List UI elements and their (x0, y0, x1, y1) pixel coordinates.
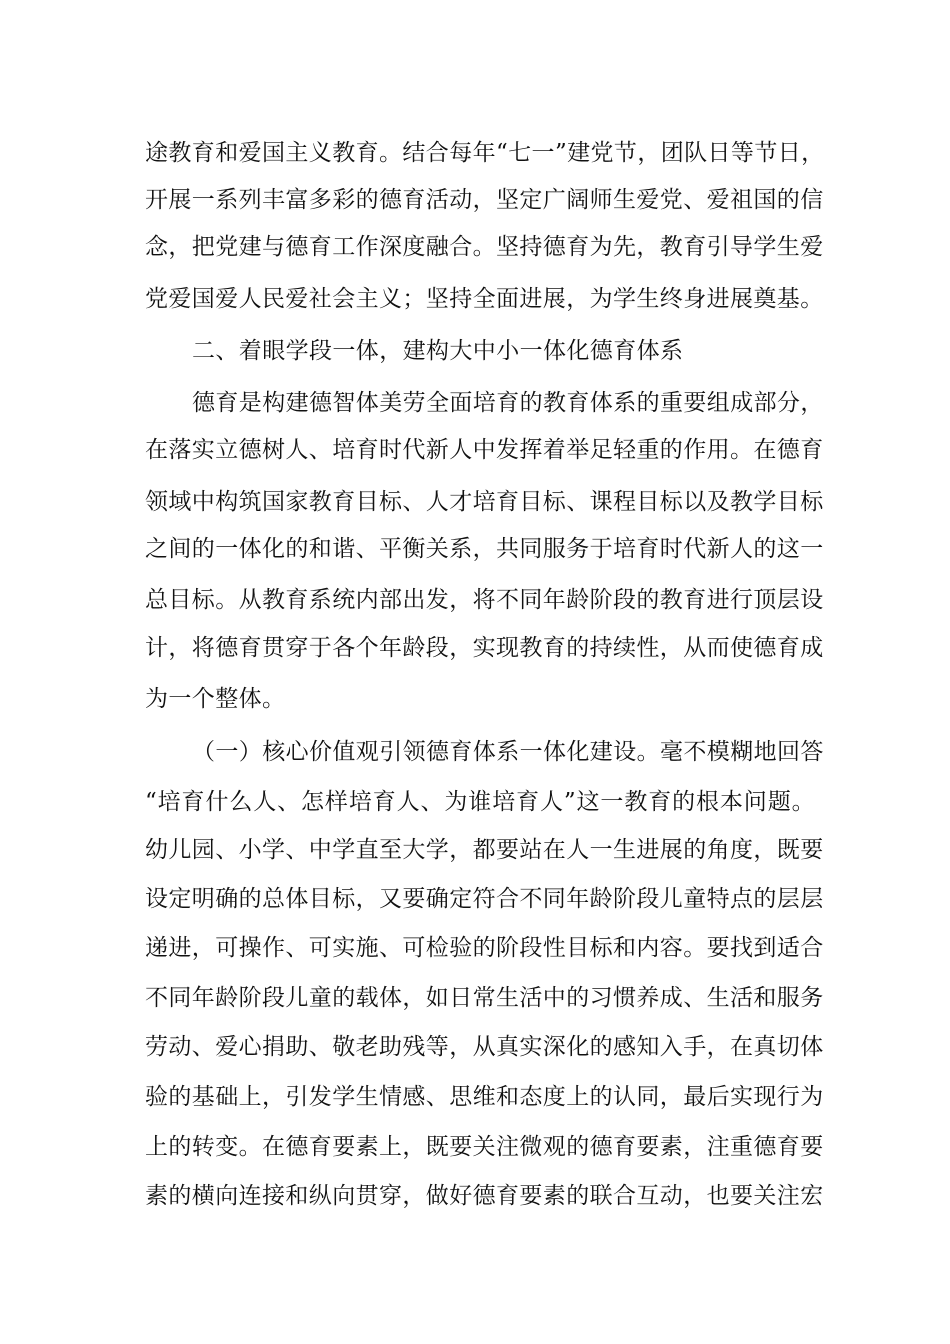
text-line: 之间的一体化的和谐、平衡关系，共同服务于培育时代新人的这一 (145, 536, 824, 562)
text-line: 劳动、爱心捐助、敬老助残等，从真实深化的感知入手，在真切体 (145, 1034, 824, 1060)
text-line: 途教育和爱国主义教育。结合每年“七一”建党节，团队日等节日， (145, 140, 825, 166)
text-line: 总目标。从教育系统内部出发，将不同年龄阶段的教育进行顶层设 (145, 587, 824, 613)
text-line: 验的基础上，引发学生情感、思维和态度上的认同，最后实现行为 (145, 1084, 824, 1110)
text-line: 设定明确的总体目标，又要确定符合不同年龄阶段儿童特点的层层 (145, 886, 824, 912)
text-line: “培育什么人、怎样培育人、为谁培育人”这一教育的根本问题。 (145, 789, 815, 815)
text-line: 党爱国爱人民爱社会主义；坚持全面进展，为学生终身进展奠基。 (145, 286, 824, 312)
text-line: 在落实立德树人、培育时代新人中发挥着举足轻重的作用。在德育 (145, 437, 824, 463)
text-line: 德育是构建德智体美劳全面培育的教育体系的重要组成部分， (192, 390, 824, 416)
text-line: 为一个整体。 (145, 686, 286, 712)
section-heading: 二、着眼学段一体，建构大中小一体化德育体系 (192, 338, 684, 364)
text-line: 素的横向连接和纵向贯穿，做好德育要素的联合互动，也要关注宏 (145, 1183, 824, 1209)
text-line: 计，将德育贯穿于各个年龄段，实现教育的持续性，从而使德育成 (145, 635, 824, 661)
text-line: 递进，可操作、可实施、可检验的阶段性目标和内容。要找到适合 (145, 935, 824, 961)
subsection-heading: （一）核心价值观引领德育体系一体化建设。毫不模糊地回答 (192, 739, 824, 765)
text-line: 不同年龄阶段儿童的载体，如日常生活中的习惯养成、生活和服务 (145, 985, 824, 1011)
text-line: 开展一系列丰富多彩的德育活动，坚定广阔师生爱党、爱祖国的信 (145, 187, 824, 213)
text-line: 领域中构筑国家教育目标、人才培育目标、课程目标以及教学目标 (145, 489, 824, 515)
text-line: 幼儿园、小学、中学直至大学，都要站在人一生进展的角度，既要 (145, 837, 824, 863)
text-line: 上的转变。在德育要素上，既要关注微观的德育要素，注重德育要 (145, 1134, 824, 1160)
text-line: 念，把党建与德育工作深度融合。坚持德育为先，教育引导学生爱 (145, 234, 824, 260)
